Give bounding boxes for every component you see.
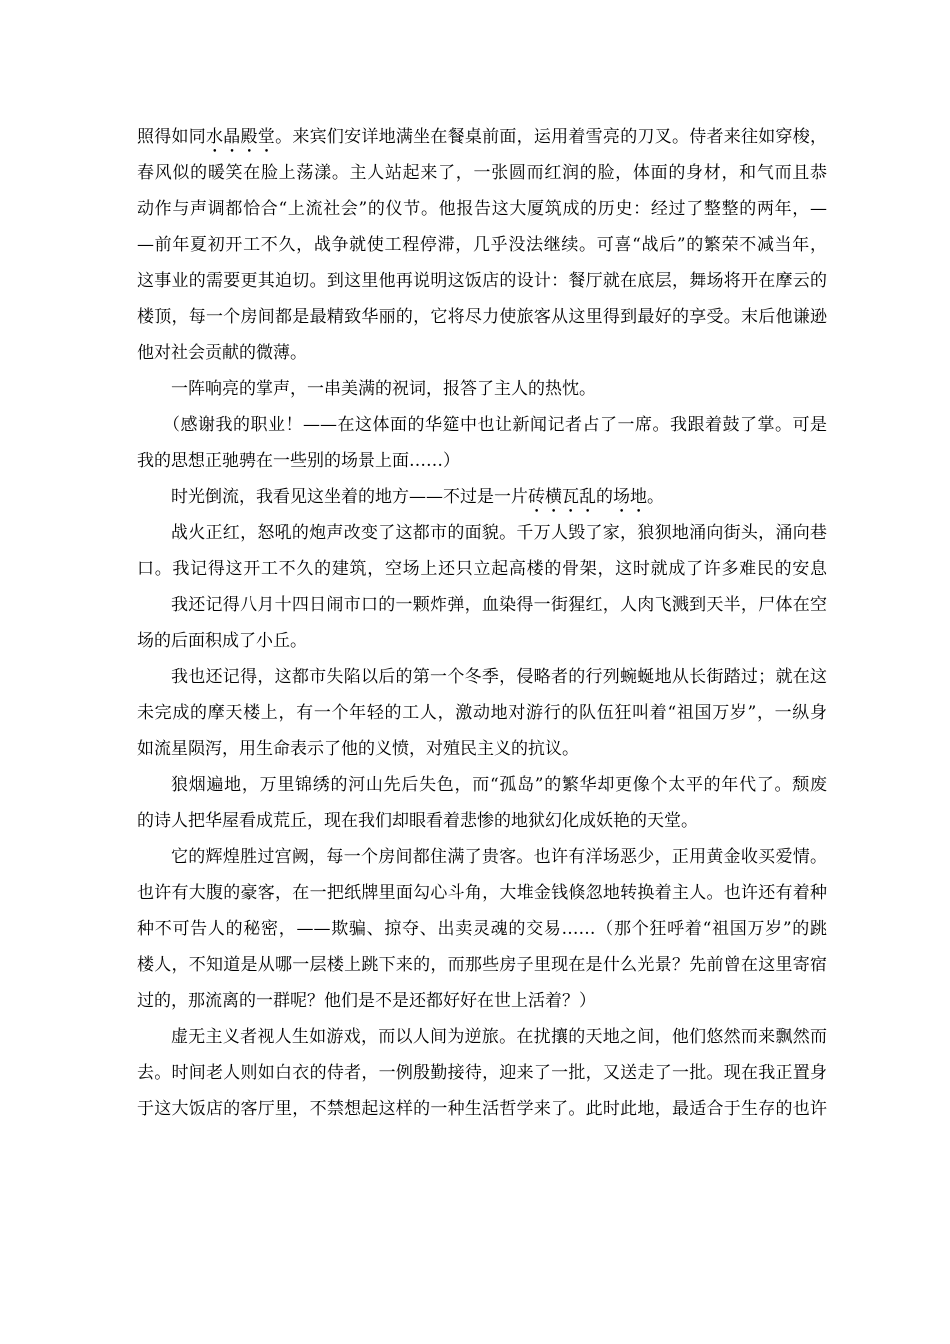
text-line (137, 623, 827, 659)
body-text (137, 119, 827, 1127)
text-line (137, 875, 827, 911)
text-run: 的诗人把华屋看成荒丘，现在我们却眼看着悲惨的地狱幻化成妖艳的天堂。 (137, 811, 698, 831)
text-line (137, 119, 827, 155)
text-line (137, 587, 827, 623)
text-line (137, 947, 827, 983)
text-run: 。 (647, 487, 664, 507)
text-run: （感谢我的职业！——在这体面的华筵中也让新闻记者占了一席。我跟着鼓了掌。可是 (163, 415, 827, 435)
text-line (137, 983, 827, 1019)
text-line (137, 695, 827, 731)
text-line (137, 911, 827, 947)
text-run: 我还记得八月十四日闹市口的一颗炸弹，血染得一街猩红，人肉飞溅到天半，尸体在空 (171, 595, 827, 615)
text-line (137, 1091, 827, 1127)
text-run: 未完成的摩天楼上，有一个年轻的工人，激动地对游行的队伍狂叫着“祖国万岁”，一纵身 (137, 703, 827, 723)
text-run: 虚无主义者视人生如游戏，而以人间为逆旅。在扰攘的天地之间，他们悠然而来飘然而 (171, 1027, 827, 1047)
text-line (137, 839, 827, 875)
text-run: 战火正红，怒吼的炮声改变了这都市的面貌。千万人毁了家，狼狈地涌向街头，涌向巷 (171, 523, 827, 543)
text-line (137, 659, 827, 695)
text-run: 楼顶，每一个房间都是最精致华丽的，它将尽力使旅客从这里得到最好的享受。末后他谦逊 (137, 307, 827, 327)
text-line (137, 335, 827, 371)
text-line (137, 263, 827, 299)
text-line (137, 515, 827, 551)
text-line (137, 803, 827, 839)
text-run: 这事业的需要更其迫切。到这里他再说明这饭店的设计：餐厅就在底层，舞场将开在摩云的 (137, 271, 827, 291)
text-run: 于这大饭店的客厅里，不禁想起这样的一种生活哲学来了。此时此地，最适合于生存的也许 (137, 1099, 827, 1119)
text-run: 如流星陨泻，用生命表示了他的义愤，对殖民主义的抗议。 (137, 739, 579, 759)
text-run: 照得如同 (137, 127, 207, 147)
text-run: 时光倒流，我看见这坐着的地方——不过是一片 (171, 487, 528, 507)
text-line (137, 227, 827, 263)
text-line (137, 767, 827, 803)
text-line (137, 551, 827, 587)
text-run: 口。我记得这开工不久的建筑，空场上还只立起高楼的骨架，这时就成了许多难民的安息 (137, 559, 827, 579)
text-run: 的 (596, 487, 613, 507)
text-run: 去。时间老人则如白衣的侍者，一例殷勤接待，迎来了一批，又送走了一批。现在我正置身 (137, 1063, 827, 1083)
text-line (137, 191, 827, 227)
text-line (137, 407, 827, 443)
text-run: —前年夏初开工不久，战争就使工程停滞，几乎没法继续。可喜“战后”的繁荣不减当年， (137, 235, 827, 255)
text-run: 我也还记得，这都市失陷以后的第一个冬季，侵略者的行列蜿蜒地从长街踏过；就在这 (171, 667, 827, 687)
text-line (137, 731, 827, 767)
text-line (137, 479, 827, 515)
text-line (137, 371, 827, 407)
emphasized-phrase: 砖横瓦乱 (528, 487, 596, 507)
text-run: 一阵响亮的掌声，一串美满的祝词，报答了主人的热忱。 (171, 379, 596, 399)
text-run: 种不可告人的秘密，——欺骗、掠夺、出卖灵魂的交易……（那个狂呼着“祖国万岁”的跳 (137, 919, 827, 939)
text-run: 场的后面积成了小丘。 (137, 631, 307, 651)
text-line (137, 1055, 827, 1091)
text-run: 狼烟遍地，万里锦绣的河山先后失色，而“孤岛”的繁华却更像个太平的年代了。颓废 (171, 775, 827, 795)
text-run: 过的，那流离的一群呢？他们是不是还都好好在世上活着？） (137, 991, 596, 1011)
emphasized-phrase: 水晶殿堂 (206, 127, 276, 147)
text-run: 楼人，不知道是从哪一层楼上跳下来的，而那些房子里现在是什么光景？先前曾在这里寄宿 (137, 955, 827, 975)
text-line (137, 443, 827, 479)
text-run: 动作与声调都恰合“上流社会”的仪节。他报告这大厦筑成的历史：经过了整整的两年，— (137, 199, 827, 219)
text-run: 。来宾们安详地满坐在餐桌前面，运用着雪亮的刀叉。侍者来往如穿梭， (275, 127, 827, 147)
text-run: 他对社会贡献的微薄。 (137, 343, 307, 363)
emphasized-phrase: 场地 (613, 487, 647, 507)
text-line (137, 1019, 827, 1055)
text-run: 春风似的暖笑在脸上荡漾。主人站起来了，一张圆而红润的脸，体面的身材，和气而且恭 (137, 163, 827, 183)
text-run: 它的辉煌胜过宫阙，每一个房间都住满了贵客。也许有洋场恶少，正用黄金收买爱情。 (171, 847, 827, 867)
text-run: 我的思想正驰骋在一些别的场景上面……） (137, 451, 460, 471)
text-run: 也许有大腹的豪客，在一把纸牌里面勾心斗角，大堆金钱倏忽地转换着主人。也许还有着种 (137, 883, 827, 903)
text-line (137, 155, 827, 191)
text-line (137, 299, 827, 335)
